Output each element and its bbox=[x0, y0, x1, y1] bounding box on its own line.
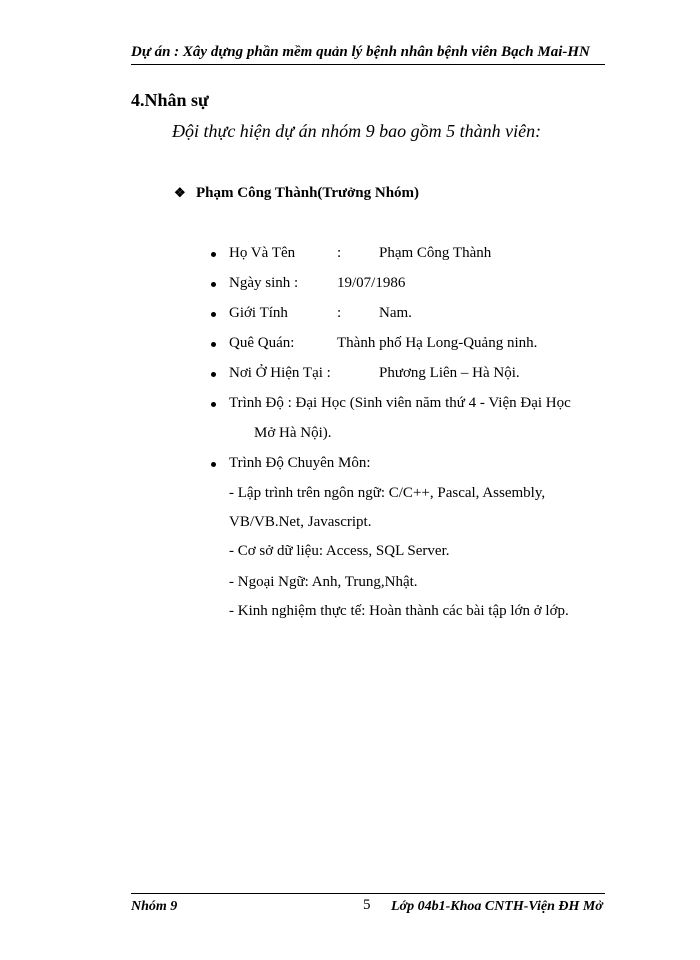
page-number: 5 bbox=[363, 897, 371, 913]
field-name-value: Phạm Công Thành bbox=[379, 245, 492, 261]
field-hometown-label: Quê Quán: bbox=[229, 335, 295, 351]
footer-class-info: Lớp 04b1-Khoa CNTH-Viện ĐH Mở bbox=[391, 899, 603, 914]
field-birth-value: 19/07/1986 bbox=[337, 275, 406, 291]
expertise-programming-line2: VB/VB.Net, Javascript. bbox=[229, 514, 372, 530]
field-name-separator: : bbox=[337, 245, 342, 261]
bullet-dot-icon bbox=[211, 252, 216, 257]
expertise-experience: - Kinh nghiệm thực tế: Hoàn thành các bài tập lớn ở lớp. bbox=[229, 603, 569, 619]
expertise-programming-line1: - Lập trình trên ngôn ngữ: C/C++, Pascal, Assembly, bbox=[229, 485, 546, 501]
field-gender-separator: : bbox=[337, 305, 342, 321]
bullet-dot-icon bbox=[211, 372, 216, 377]
section-title: 4.Nhân sự bbox=[131, 90, 209, 110]
bullet-dot-icon bbox=[211, 342, 216, 347]
expertise-languages: - Ngoại Ngữ: Anh, Trung,Nhật. bbox=[229, 574, 418, 590]
section-intro: Đội thực hiện dự án nhóm 9 bao gồm 5 thành viên: bbox=[172, 121, 542, 141]
footer-group-name: Nhóm 9 bbox=[131, 899, 178, 914]
footer-divider bbox=[131, 893, 605, 894]
field-birth-label: Ngày sinh : bbox=[229, 275, 299, 291]
field-name-label: Họ Và Tên bbox=[229, 245, 296, 261]
member-name-text: Phạm Công Thành(Trưởng Nhóm) bbox=[196, 185, 420, 201]
expertise-database: - Cơ sở dữ liệu: Access, SQL Server. bbox=[229, 543, 450, 559]
field-gender-value: Nam. bbox=[379, 305, 412, 321]
field-hometown-value: Thành phố Hạ Long-Quảng ninh. bbox=[337, 335, 538, 351]
bullet-dot-icon bbox=[211, 312, 216, 317]
field-gender-label: Giới Tính bbox=[229, 305, 288, 321]
bullet-dot-icon bbox=[211, 462, 216, 467]
member-heading bbox=[174, 185, 419, 202]
diamond-bullet-icon: ❖ bbox=[174, 185, 186, 200]
field-residence-value: Phương Liên – Hà Nội. bbox=[379, 365, 520, 381]
header-divider bbox=[131, 64, 605, 65]
page-header-title: Dự án : Xây dựng phần mềm quản lý bệnh nhân bệnh viên Bạch Mai-HN bbox=[131, 44, 590, 60]
bullet-dot-icon bbox=[211, 402, 216, 407]
bullet-dot-icon bbox=[211, 282, 216, 287]
field-education-line2: Mở Hà Nội). bbox=[254, 425, 332, 441]
field-residence-label: Nơi Ở Hiện Tại : bbox=[229, 365, 331, 381]
field-education-line1: Trình Độ : Đại Học (Sinh viên năm thứ 4 - Viện Đại Học bbox=[229, 395, 571, 411]
field-expertise-label: Trình Độ Chuyên Môn: bbox=[229, 455, 371, 471]
